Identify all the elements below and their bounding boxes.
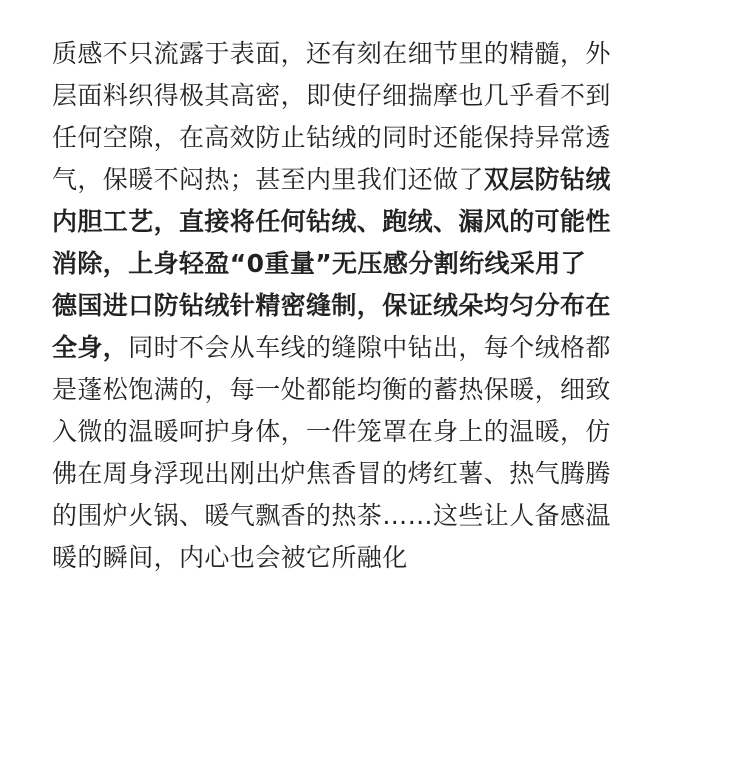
line-11-segment-1: 佛在周身浮现出刚出炉焦香冒的烤红薯、热气腾腾 bbox=[52, 459, 611, 488]
line-9-segment-1: 是蓬松饱满的，每一处都能均衡的蓄热保暖，细致 bbox=[52, 375, 611, 404]
line-3-segment-1: 任何空隙，在高效防止钻绒的同时还能保持异常透 bbox=[52, 123, 611, 152]
paragraph-line-8 bbox=[52, 327, 702, 369]
paragraph-line-12 bbox=[52, 495, 702, 537]
paragraph-line-6 bbox=[52, 243, 702, 285]
line-6-segment-1-emphasis: 消除，上身轻盈“0重量”无压感 bbox=[52, 249, 409, 278]
line-1-segment-1: 质感不只流露于表面，还有刻在细节里的精髓，外 bbox=[52, 39, 611, 68]
line-8-segment-1-emphasis: 全身， bbox=[52, 333, 129, 362]
paragraph-line-7 bbox=[52, 285, 702, 327]
paragraph-line-13 bbox=[52, 537, 702, 579]
paragraph-line-10 bbox=[52, 411, 702, 453]
body-paragraph bbox=[52, 33, 702, 579]
paragraph-line-2 bbox=[52, 75, 702, 117]
paragraph-line-3 bbox=[52, 117, 702, 159]
paragraph-line-4 bbox=[52, 159, 702, 201]
line-5-segment-1-emphasis: 内胆工艺，直接将任何钻绒、跑绒、漏风的可能性 bbox=[52, 207, 611, 236]
line-7-segment-1-emphasis: 德国进口防钻绒针精密缝制，保证绒朵均匀分布在 bbox=[52, 291, 611, 320]
line-6-segment-2-emphasis: 分割绗线采用了 bbox=[408, 249, 587, 278]
line-4-segment-1: 气，保暖不闷热； bbox=[52, 165, 256, 194]
line-4-segment-2: 甚至内里我们还做了 bbox=[255, 165, 484, 194]
line-12-segment-1: 的围炉火锅、暖气飘香的热茶……这些让人备感温 bbox=[52, 501, 611, 530]
paragraph-line-11 bbox=[52, 453, 702, 495]
paragraph-line-1 bbox=[52, 33, 702, 75]
line-4-segment-3-emphasis: 双层防钻绒 bbox=[483, 165, 611, 194]
paragraph-line-5 bbox=[52, 201, 702, 243]
paragraph-line-9 bbox=[52, 369, 702, 411]
line-2-segment-1: 层面料织得极其高密，即使仔细揣摩也几乎看不到 bbox=[52, 81, 611, 110]
line-13-segment-1: 暖的瞬间，内心也会被它所融化 bbox=[52, 543, 408, 572]
line-8-segment-2: 同时不会从车线的缝隙中钻出，每个绒格都 bbox=[128, 333, 611, 362]
line-10-segment-1: 入微的温暖呵护身体，一件笼罩在身上的温暖，仿 bbox=[52, 417, 611, 446]
